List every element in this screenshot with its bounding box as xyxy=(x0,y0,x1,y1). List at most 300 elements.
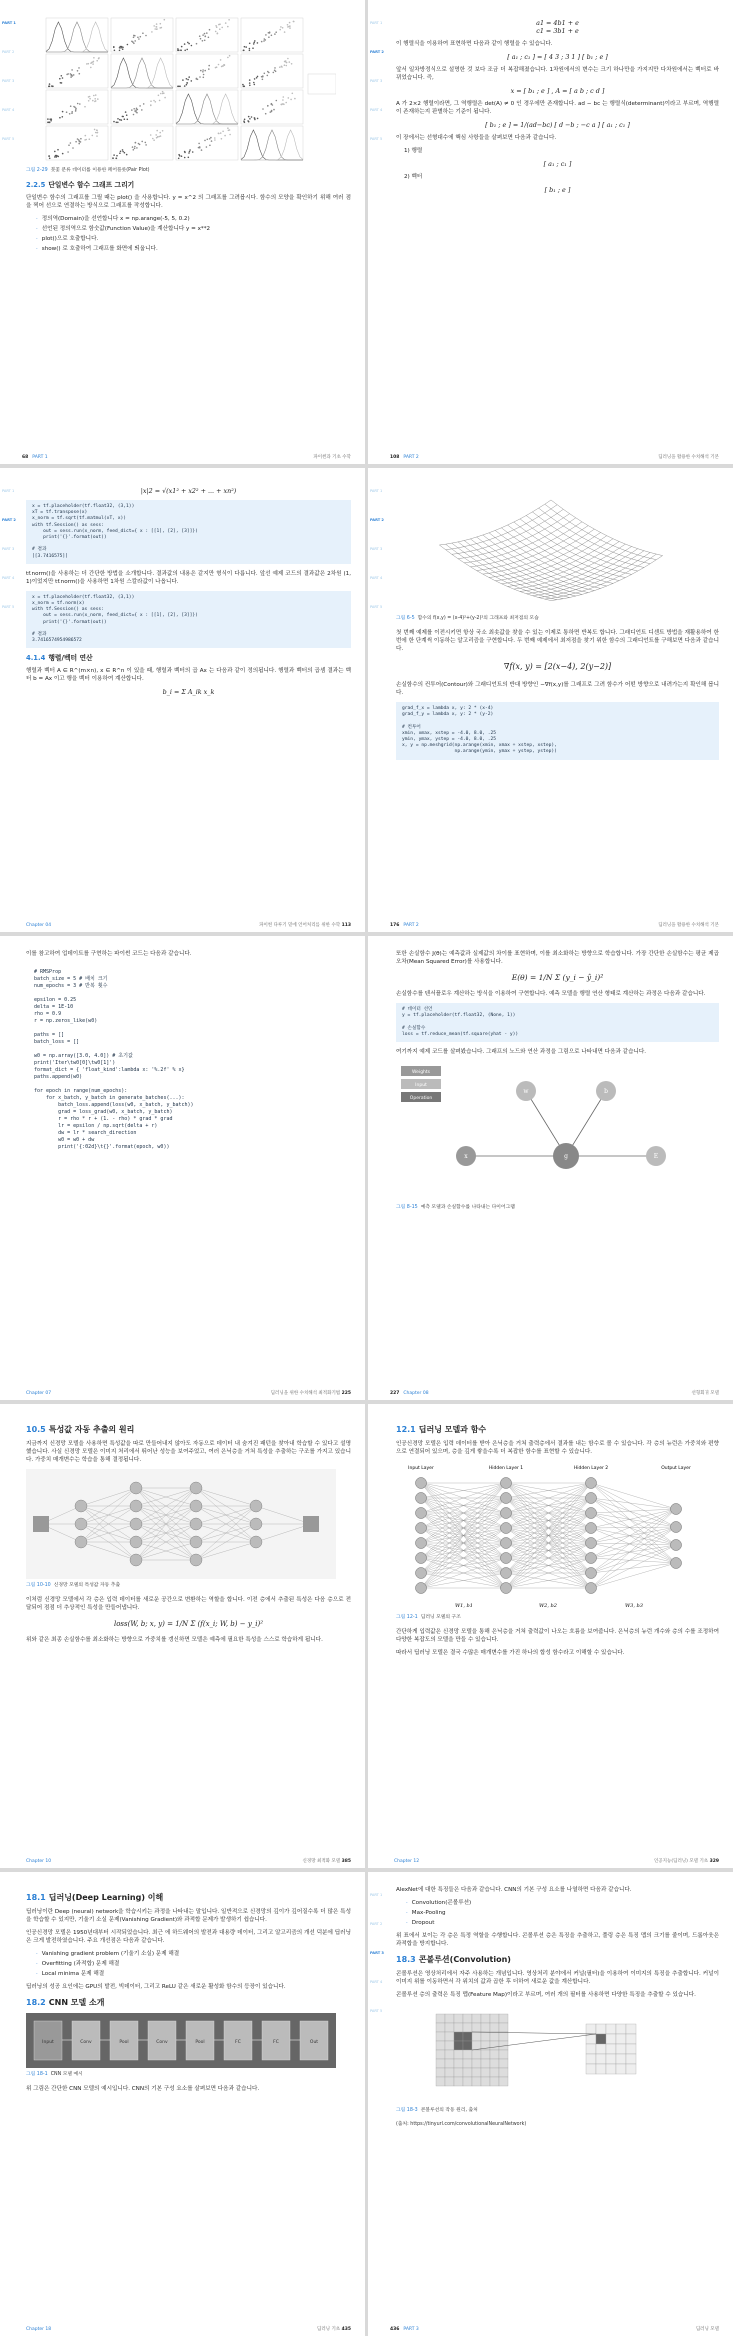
neural-network-figure xyxy=(396,1461,706,1611)
equation: loss(W, b; x, y) = 1/N Σ (f(x_i; W, b) − y_i)² xyxy=(113,1620,264,1628)
scatter-point xyxy=(254,78,256,80)
scatter-point xyxy=(61,75,63,77)
section-number: 12.1 xyxy=(396,1425,416,1434)
scatter-point xyxy=(188,43,190,45)
part-tab[interactable]: PART 1 xyxy=(370,1893,383,1897)
scatter-point xyxy=(119,152,121,154)
scatter-point xyxy=(94,129,96,131)
footer-part: Chapter 08 xyxy=(403,1391,429,1396)
connection xyxy=(591,1513,676,1527)
input-cell xyxy=(490,2068,499,2077)
input-cell xyxy=(436,2014,445,2023)
surface-line xyxy=(489,533,601,589)
scatter-point xyxy=(135,142,137,144)
scatter-point xyxy=(122,48,124,50)
scatter-point xyxy=(70,142,72,144)
part-tab[interactable]: PART 3 xyxy=(370,79,383,83)
scatter-point xyxy=(90,67,92,69)
scatter-point xyxy=(71,69,73,71)
paragraph: 따라서 딥러닝 모델은 결국 수많은 매개변수를 가진 하나의 합성 함수라고 이해할 수 있습니다. xyxy=(396,1650,625,1656)
scatter-point xyxy=(71,75,73,77)
paragraph: 앞서 일차방정식으로 설명한 것 보다 조금 더 복잡해졌습니다. 1차원에서의 변수는 크기 하나만을 가지지만 다차원에서는 벡터로 바뀌었습니다. 즉, xyxy=(396,67,719,81)
scatter-point xyxy=(204,140,206,142)
scatter-point xyxy=(125,111,127,113)
list-item: 2) 벡터 xyxy=(404,174,423,180)
scatter-point xyxy=(286,65,288,67)
scatter-point xyxy=(124,152,126,154)
scatter-point xyxy=(68,144,70,146)
connection xyxy=(591,1527,676,1588)
scatter-point xyxy=(220,132,222,134)
input-cell xyxy=(490,2032,499,2041)
footer-title: 딥러닝을 활용한 수치해석 기본 xyxy=(658,455,719,460)
figure-source: (출처: https://tinyurl.com/convolutionalNeuralNetwork) xyxy=(396,2122,527,2127)
scatter-point xyxy=(247,120,249,122)
input-cell xyxy=(472,2041,481,2050)
scatter-point xyxy=(57,149,59,151)
bullet-item: · Dropout xyxy=(406,1919,719,1927)
matrix-equation: [ a₁ ; c₁ ] = [ 4 3 ; 3 1 ] [ b₁ ; e ] xyxy=(507,53,608,61)
layer-label: Output Layer xyxy=(661,1466,691,1471)
footer-title: 딥러닝 모델 xyxy=(695,2327,719,2332)
neuron xyxy=(501,1568,512,1579)
scatter-point xyxy=(284,64,286,66)
part-tab[interactable]: PART 1 xyxy=(2,489,15,493)
input-cell xyxy=(454,2059,463,2068)
paragraph: 손실함수의 컨투어(Contour)와 그래디언트의 반대 방향인 −∇f(x,y)를 그래프로 그려 함수가 어떤 방향으로 내려가는지 확인해 봅니다. xyxy=(396,682,719,696)
surface-line xyxy=(439,545,551,601)
list-item: 1) 행렬 xyxy=(404,148,423,154)
caption-label: 그림 6-5 xyxy=(396,616,415,621)
input-cell xyxy=(472,2077,481,2086)
scatter-point xyxy=(227,26,229,28)
scatter-point xyxy=(75,108,77,110)
bullet-item: · Vanishing gradient problem (기울기 소실) 문제 해결 xyxy=(36,1950,351,1958)
scatter-point xyxy=(141,141,143,143)
scatter-point xyxy=(151,31,153,33)
legend-box xyxy=(308,74,336,94)
scatter-point xyxy=(275,31,277,33)
scatter-point xyxy=(186,78,188,80)
scatter-point xyxy=(207,139,209,141)
scatter-point xyxy=(287,58,289,60)
scatter-point xyxy=(271,103,273,105)
scatter-point xyxy=(117,122,119,124)
input-cell xyxy=(481,2050,490,2059)
scatter-point xyxy=(160,135,162,137)
part-tabs xyxy=(370,20,384,165)
scatter-point xyxy=(122,116,124,118)
scatter-point xyxy=(92,61,94,63)
section-number: 18.1 xyxy=(26,1893,46,1902)
section-title: 딥러닝(Deep Learning) 이해 xyxy=(48,1893,164,1902)
page-435 xyxy=(0,1872,365,2336)
scatter-point xyxy=(221,27,223,29)
legend-weights: Weights xyxy=(411,1070,431,1076)
scatter-point xyxy=(137,37,139,39)
scatter-point xyxy=(133,108,135,110)
input-cell xyxy=(472,2023,481,2032)
scatter-point xyxy=(71,111,73,113)
scatter-point xyxy=(92,63,94,65)
scatter-point xyxy=(54,151,56,153)
scatter-point xyxy=(249,85,251,87)
input-cell xyxy=(436,2068,445,2077)
part-tab[interactable]: PART 1 xyxy=(2,21,16,25)
scatter-point xyxy=(133,37,135,39)
scatter-point xyxy=(200,70,202,72)
scatter-point xyxy=(150,134,152,136)
graph-diagram xyxy=(396,1061,696,1201)
surface-line xyxy=(446,505,558,550)
scatter-point xyxy=(133,149,135,151)
page-176 xyxy=(368,468,733,932)
part-tab[interactable]: PART 3 xyxy=(2,547,15,551)
scatter-point xyxy=(124,118,126,120)
input-cell xyxy=(463,2077,472,2086)
scatter-point xyxy=(184,43,186,45)
part-tab[interactable]: PART 4 xyxy=(370,576,383,580)
scatter-point xyxy=(117,118,119,120)
scatter-point xyxy=(121,119,123,121)
pairplot-cell xyxy=(111,90,173,124)
page-number: 385 xyxy=(341,1859,351,1864)
neuron xyxy=(501,1523,512,1534)
scatter-point xyxy=(229,55,231,57)
scatter-point xyxy=(153,139,155,141)
scatter-point xyxy=(211,140,213,142)
part-tab[interactable]: PART 2 xyxy=(370,50,384,54)
neuron xyxy=(190,1518,202,1530)
footer-title: 딥러닝을 활용한 수치해석 기본 xyxy=(658,923,719,928)
part-tab[interactable]: PART 5 xyxy=(370,2009,383,2013)
scatter-point xyxy=(155,134,157,136)
scatter-point xyxy=(177,48,179,50)
scatter-point xyxy=(134,146,136,148)
scatter-point xyxy=(216,26,218,28)
convolution-figure xyxy=(396,2004,696,2104)
part-tab[interactable]: PART 3 xyxy=(2,79,15,83)
scatter-point xyxy=(184,85,186,87)
output-cell xyxy=(616,2054,626,2064)
scatter-point xyxy=(138,143,140,145)
footer-title: 신경망 최적화 모델 xyxy=(302,1859,341,1864)
part-tab[interactable]: PART 5 xyxy=(370,605,383,609)
scatter-point xyxy=(201,149,203,151)
scatter-point xyxy=(274,67,276,69)
input-cell xyxy=(490,2077,499,2086)
scatter-point xyxy=(189,149,191,151)
surface-line xyxy=(470,522,582,567)
scatter-point xyxy=(89,138,91,140)
scatter-point xyxy=(253,82,255,84)
scatter-point xyxy=(202,71,204,73)
equation-line: c1 = 3b1 + e xyxy=(536,27,579,35)
page-329 xyxy=(368,1404,733,1868)
paragraph: AlexNet에 대한 특징들은 다음과 같습니다. CNN의 기본 구성 요소를 나열하면 다음과 같습니다. xyxy=(396,1887,632,1893)
paragraph: 콘볼루션 층의 출력은 특징 맵(Feature Map)이라고 부르며, 여러 개의 필터를 사용하면 다양한 특징을 추출할 수 있습니다. xyxy=(396,1992,696,1998)
scatter-point xyxy=(245,46,247,48)
scatter-point xyxy=(75,110,77,112)
equation: b_i = Σ A_ik x_k xyxy=(162,688,215,697)
scatter-point xyxy=(178,50,180,52)
output-cell xyxy=(596,2034,606,2044)
scatter-point xyxy=(206,32,208,34)
scatter-point xyxy=(218,133,220,135)
bullet-item: · Local minima 문제 해결 xyxy=(36,1970,351,1978)
scatter-point xyxy=(84,106,86,108)
input-cell xyxy=(481,2068,490,2077)
page-436 xyxy=(368,1872,733,2336)
pairplot-cell xyxy=(241,126,303,160)
part-tab[interactable]: PART 4 xyxy=(2,576,15,580)
pairplot-cell xyxy=(111,126,173,160)
density-curve xyxy=(176,94,238,124)
matrix-equation: [ b₁ ; e ] = 1/(ad−bc) [ d −b ; −c a ] [ a₁ ; c₁ ] xyxy=(485,121,630,129)
scatter-point xyxy=(274,70,276,72)
bullet-item: · 정의역(Domain)을 선언합니다 x = np.arange(-5, 5, 0.2) xyxy=(36,215,351,223)
scatter-point xyxy=(143,103,145,105)
neuron xyxy=(130,1536,142,1548)
connection xyxy=(591,1527,676,1528)
scatter-point xyxy=(223,64,225,66)
cnn-block-label: FC xyxy=(273,2040,279,2045)
page-number: 113 xyxy=(341,923,351,928)
scatter-point xyxy=(188,157,190,159)
scatter-point xyxy=(261,76,263,78)
page-227 xyxy=(368,936,733,1400)
node-label: E xyxy=(653,1153,659,1161)
neuron xyxy=(416,1493,427,1504)
scatter-point xyxy=(126,154,128,156)
equation-line: a1 = 4b1 + e xyxy=(536,19,579,27)
paragraph: 또한 손실함수 J(θ)는 예측값과 실제값의 차이를 표현하며, 이를 최소화하는 방향으로 학습합니다. 가장 간단한 손실함수는 평균 제곱 오차(Mean Squared Error)를 사용합니다. xyxy=(396,951,719,965)
bullet-item: · show() 로 호출하여 그래프를 화면에 띄웁니다. xyxy=(36,245,351,253)
scatter-point xyxy=(271,35,273,37)
scatter-point xyxy=(85,135,87,137)
scatter-point xyxy=(292,93,294,95)
connection xyxy=(591,1513,676,1545)
scatter-point xyxy=(120,151,122,153)
bullet-item: · plot()으로 호출합니다. xyxy=(36,235,351,243)
paragraph: tf.norm()을 사용하는 더 간단한 방법을 소개합니다. 결과값의 내용은 같지만 형식이 다릅니다. 앞선 예제 코드의 결과값은 2차원 (1, 1)이었지만 tf.norm()을 사용하면 1차원 스칼라값이 나옵니다. xyxy=(26,570,351,585)
connection xyxy=(591,1498,676,1509)
scatter-point xyxy=(254,119,256,121)
scatter-point xyxy=(136,112,138,114)
scatter-point xyxy=(184,50,186,52)
scatter-point xyxy=(274,33,276,35)
scatter-point xyxy=(282,27,284,29)
page-number: 436 xyxy=(390,2327,400,2332)
neuron xyxy=(671,1540,682,1551)
part-tab[interactable]: PART 3 xyxy=(370,547,383,551)
surface-line xyxy=(545,504,657,560)
paragraph: 이 행렬식을 이용하여 표현하면 다음과 같이 행렬을 수 있습니다. xyxy=(396,41,553,47)
scatter-point xyxy=(50,120,52,122)
scatter-point xyxy=(244,46,246,48)
equation: E(θ) = 1/N Σ (y_i − ŷ_i)² xyxy=(511,973,604,982)
output-cell xyxy=(626,2034,636,2044)
scatter-point xyxy=(94,98,96,100)
scatter-point xyxy=(208,68,210,70)
input-cell xyxy=(436,2023,445,2032)
scatter-point xyxy=(288,26,290,28)
scatter-point xyxy=(200,38,202,40)
part-tab[interactable]: PART 1 xyxy=(370,21,383,25)
scatter-point xyxy=(92,135,94,137)
scatter-point xyxy=(217,33,219,35)
scatter-point xyxy=(113,121,115,123)
input-cell xyxy=(490,2023,499,2032)
connection xyxy=(591,1528,676,1563)
input-cell xyxy=(463,2032,472,2041)
paragraph: 이 장에서는 선형대수에 핵심 사항들을 살펴보면 다음과 같습니다. xyxy=(396,135,557,141)
pairplot-cell xyxy=(176,18,238,52)
figure-caption: 예측 모델과 손실함수를 나타내는 다이어그램 xyxy=(420,1205,515,1211)
connection xyxy=(591,1563,676,1573)
surface-line xyxy=(452,509,564,554)
paragraph: 첫 번째 예제를 이전시키면 항상 국소 최솟값을 찾을 수 있는 이제로 통하면 반복도 합니다. 그래디언트 디센트 방법을 재활용하여 한 번에 한 단계씩 이동하는 알고리즘을 구현합니다. 두 번째 예제에서 최저점을 찾기 위한 함수의 그래디언트를 구해보면 다음과 같습니다. xyxy=(396,630,719,652)
neuron xyxy=(586,1478,597,1489)
connection xyxy=(591,1509,676,1588)
scatter-point xyxy=(249,118,251,120)
scatter-point xyxy=(62,77,64,79)
cnn-block-label: Conv xyxy=(156,2040,168,2045)
scatter-point xyxy=(113,46,115,48)
scatter-point xyxy=(133,114,135,116)
scatter-point xyxy=(280,26,282,28)
output-cell xyxy=(596,2054,606,2064)
input-cell xyxy=(499,2032,508,2041)
part-tab[interactable]: PART 1 xyxy=(370,489,383,493)
paragraph: 지금까지 신경망 모델을 사용하면 특성값을 따로 만들어내지 않아도 자동으로 데이터 내 숨겨진 패턴을 찾아내 학습할 수 있다고 설명했습니다. 사실 신경망 모델은 이미지 처리에서 뛰어난 성능을 보여주었고, 여러 은닉층을 거쳐 특성을 추출하는 구조를 가지고 있습니다. 가중치 매개변수는 학습을 통해 결정됩니다. xyxy=(26,1441,351,1463)
part-tab[interactable]: PART 2 xyxy=(2,518,16,522)
part-tab[interactable]: PART 4 xyxy=(2,108,15,112)
bullet-item: · Max-Pooling xyxy=(406,1909,719,1917)
page-108 xyxy=(368,0,733,464)
scatter-point xyxy=(59,117,61,119)
part-tab[interactable]: PART 5 xyxy=(2,137,15,141)
scatter-point xyxy=(139,105,141,107)
section-title: 행렬/벡터 연산 xyxy=(48,654,93,663)
scatter-point xyxy=(134,35,136,37)
scatter-point xyxy=(145,35,147,37)
scatter-point xyxy=(156,23,158,25)
scatter-point xyxy=(209,145,211,147)
paragraph: 이처럼 신경망 모델에서 각 층은 입력 데이터를 새로운 공간으로 변환하는 역할을 합니다. 이전 층에서 추출된 특성은 다음 층으로 전달되어 점점 더 추상적인 특성을 만들어냅니다. xyxy=(26,1597,351,1611)
input-cell xyxy=(472,2032,481,2041)
scatter-point xyxy=(227,127,229,129)
part-tab[interactable]: PART 5 xyxy=(370,137,383,141)
code-block: x = tf.placeholder(tf.float32, (3,1)) x_norm = tf.norm(x) with tf.Session() as sess: out = sess.run(x_norm, feed_dict={ x : [[1], [2], [3]]}) print('{}'.format(out)) # 결과 3.7416574954986572 xyxy=(26,591,351,649)
scatter-point xyxy=(96,60,98,62)
surface-line xyxy=(458,514,570,559)
neuron xyxy=(190,1500,202,1512)
part-tab[interactable]: PART 3 xyxy=(370,1951,384,1955)
scatter-point xyxy=(80,141,82,143)
scatter-point xyxy=(281,66,283,68)
scatter-point xyxy=(49,122,51,124)
part-tab[interactable]: PART 5 xyxy=(2,605,15,609)
scatter-point xyxy=(126,114,128,116)
scatter-point xyxy=(289,61,291,63)
part-tab[interactable]: PART 4 xyxy=(370,108,383,112)
scatter-point xyxy=(160,23,162,25)
scatter-point xyxy=(163,92,165,94)
scatter-point xyxy=(262,108,264,110)
scatter-point xyxy=(251,116,253,118)
part-tab[interactable]: PART 2 xyxy=(2,50,15,54)
scatter-point xyxy=(155,101,157,103)
scatter-point xyxy=(88,100,90,102)
scatter-point xyxy=(252,47,254,49)
scatter-point xyxy=(154,28,156,30)
scatter-point xyxy=(276,100,278,102)
cnn-block-label: Out xyxy=(309,2040,319,2045)
section-number: 4.1.4 xyxy=(26,654,46,663)
scatter-point xyxy=(267,71,269,73)
input-cell xyxy=(481,2032,490,2041)
scatter-point xyxy=(199,35,201,37)
connection xyxy=(591,1543,676,1563)
input-cell xyxy=(490,2041,499,2050)
matrix-equation: [ b₁ ; e ] xyxy=(544,186,571,194)
part-tab[interactable]: PART 4 xyxy=(370,1980,383,1984)
footer-title: 인공지능(딥러닝) 모델 기초 xyxy=(653,1859,709,1864)
scatter-point xyxy=(77,70,79,72)
neuron xyxy=(416,1583,427,1594)
paragraph: 딥러닝이란 Deep (neural) network을 학습시키는 과정을 나타내는 말입니다. 일반적으로 신경망의 깊이가 깊어질수록 더 많은 특성을 학습할 수 있지만, 기울기 소실 문제(Vanishing Gradient)와 과적합 문제가 발생하기 쉽습니다. xyxy=(26,1909,351,1923)
connection xyxy=(591,1509,676,1558)
paragraph: 이를 참고하여 업데이트를 구현하는 파이썬 코드는 다음과 같습니다. xyxy=(26,951,192,957)
bullet-item: · 선언된 정의역으로 함숫값(Function Value)을 계산합니다 y = x**2 xyxy=(36,225,351,233)
part-tab[interactable]: PART 2 xyxy=(370,1922,383,1926)
scatter-point xyxy=(219,23,221,25)
scatter-point xyxy=(273,72,275,74)
scatter-point xyxy=(180,50,182,52)
output-cell xyxy=(616,2064,626,2074)
scatter-point xyxy=(150,105,152,107)
neuron xyxy=(501,1553,512,1564)
input-cell xyxy=(454,2050,463,2059)
scatter-point xyxy=(257,76,259,78)
bullet-list xyxy=(36,1950,351,1978)
scatter-point xyxy=(187,79,189,81)
scatter-point xyxy=(273,109,275,111)
scatter-point xyxy=(159,132,161,134)
scatter-point xyxy=(222,65,224,67)
part-tab[interactable]: PART 2 xyxy=(370,518,384,522)
input-cell xyxy=(463,2041,472,2050)
paragraph: 인공신경망 모델은 1950년대부터 시작되었습니다. 최근 에 하드웨어의 발전과 대용량 데이터, 그리고 알고리즘의 개선 덕분에 딥러닝은 크게 발전하였습니다. 주요 개선점은 다음과 같습니다. xyxy=(26,1930,351,1944)
surface-line xyxy=(526,516,638,572)
scatter-point xyxy=(49,86,51,88)
scatter-point xyxy=(85,139,87,141)
figure-caption: 신경망 모델의 특성값 자동 추출 xyxy=(53,1583,121,1588)
scatter-point xyxy=(134,148,136,150)
pairplot-cell xyxy=(46,18,108,52)
scatter-point xyxy=(153,100,155,102)
io-block xyxy=(33,1516,49,1532)
scatter-point xyxy=(187,82,189,84)
input-cell xyxy=(454,2077,463,2086)
scatter-point xyxy=(256,77,258,79)
part-tabs xyxy=(370,1892,384,2037)
scatter-point xyxy=(132,146,134,148)
node-label: x xyxy=(464,1153,468,1161)
density-curve xyxy=(111,58,173,88)
density-curve xyxy=(241,130,303,160)
